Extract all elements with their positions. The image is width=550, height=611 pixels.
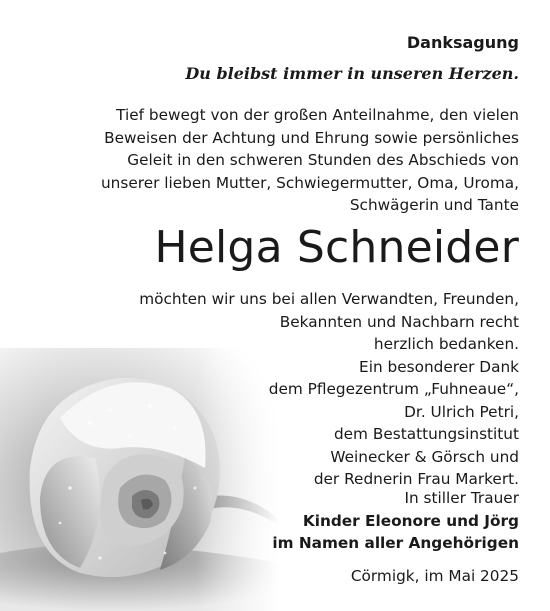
intro-line: Tief bewegt von der großen Anteilnahme, den vielen: [116, 106, 519, 124]
thanks-line: Weinecker & Görsch und: [330, 447, 519, 466]
notice-heading: Danksagung: [406, 33, 519, 52]
intro-line: Schwägerin und Tante: [349, 196, 519, 214]
signature-family: Kinder Eleonore und Jörg: [302, 511, 519, 530]
thanks-line: möchten wir uns bei allen Verwandten, Freunden,: [139, 290, 519, 308]
signature-intro: In stiller Trauer: [404, 489, 519, 507]
thanks-line: der Rednerin Frau Markert.: [313, 470, 519, 488]
thanks-line: dem Pflegezentrum „Fuhneaue“,: [268, 380, 519, 398]
thanks-line: herzlich bedanken.: [373, 335, 519, 353]
thanks-line: dem Bestattungsinstitut: [333, 425, 519, 443]
thanks-line: Dr. Ulrich Petri,: [404, 402, 519, 421]
thanks-paragraph: [139, 288, 519, 491]
intro-line: unserer lieben Mutter, Schwiegermutter, Oma, Uroma,: [100, 173, 519, 192]
thanks-line: Ein besonderer Dank: [359, 357, 519, 376]
intro-line: Beweisen der Achtung und Ehrung sowie persönliches: [104, 128, 519, 147]
signature-block: [272, 487, 519, 555]
intro-line: Geleit in den schweren Stunden des Abschieds von: [127, 151, 519, 169]
deceased-name: Helga Schneider: [154, 222, 519, 273]
notice-motto: Du bleibst immer in unseren Herzen.: [185, 64, 519, 83]
signature-relatives: im Namen aller Angehörigen: [272, 534, 519, 552]
place-date: Cörmigk, im Mai 2025: [350, 567, 519, 585]
thanks-line: Bekannten und Nachbarn recht: [279, 312, 519, 331]
intro-paragraph: [101, 104, 519, 217]
